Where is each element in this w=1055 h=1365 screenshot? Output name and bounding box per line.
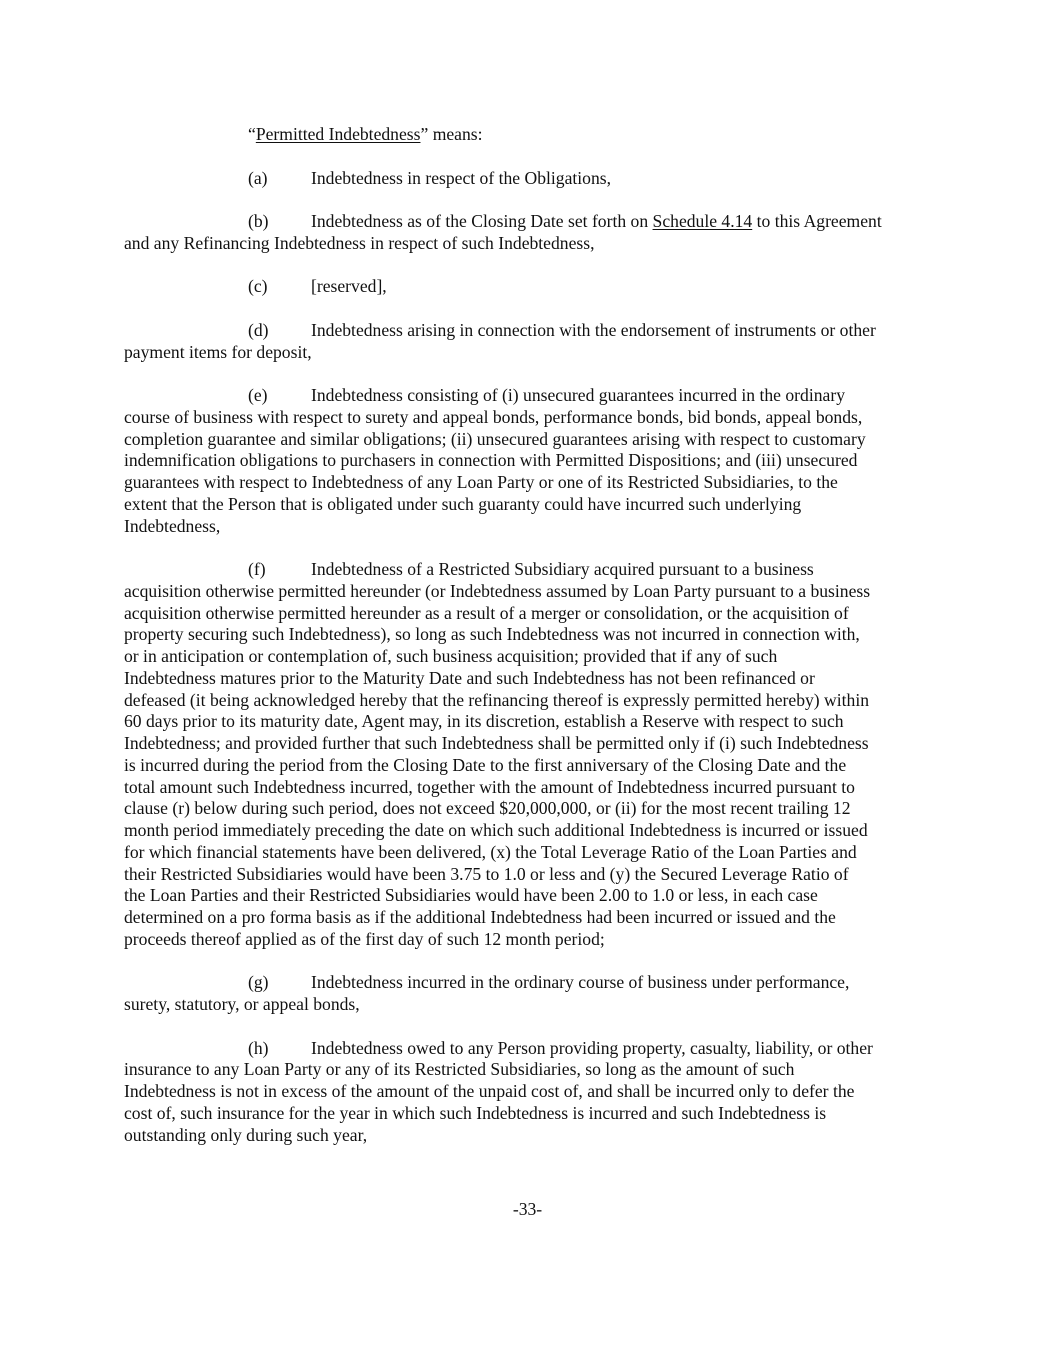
text-segment: Indebtedness is not in excess of the amount of the unpaid cost of, and shall be incurred only to defer the xyxy=(124,1081,855,1101)
clause-h xyxy=(124,1038,944,1147)
clause-line xyxy=(124,211,944,233)
clause-line xyxy=(124,1081,944,1103)
clause-label: (g) xyxy=(248,972,269,993)
text-segment: Indebtedness of a Restricted Subsidiary acquired pursuant to a business xyxy=(311,559,814,579)
clause-a xyxy=(124,168,944,190)
clause-g xyxy=(124,972,944,1016)
text-segment: is incurred during the period from the Closing Date to the first anniversary of the Closing Date and the xyxy=(124,754,847,775)
clause-line xyxy=(124,342,944,364)
paragraph-spacer xyxy=(124,298,944,320)
clause-b xyxy=(124,211,944,255)
text-segment: Indebtedness; and provided further that such Indebtedness shall be permitted only if (i) such Indebtedness xyxy=(124,733,869,753)
clause-line xyxy=(124,472,944,494)
text-segment: and any Refinancing Indebtedness in respect of such Indebtedness, xyxy=(124,232,595,253)
text-segment: property securing such Indebtedness), so long as such Indebtedness was not incurred in connection with, xyxy=(124,624,860,645)
clause-line xyxy=(124,755,944,777)
clause-line xyxy=(124,516,944,538)
clause-line xyxy=(124,1125,944,1147)
clause-line xyxy=(124,624,944,646)
text-segment: determined on a pro forma basis as if the additional Indebtedness had been incurred or issued and the xyxy=(124,907,836,927)
clause-label: (h) xyxy=(248,1037,269,1058)
clause-line xyxy=(124,646,944,668)
text-segment: Indebtedness matures prior to the Maturity Date and such Indebtedness has not been refinanced or xyxy=(124,667,815,688)
page-number: -33- xyxy=(512,1199,543,1219)
clause-line xyxy=(124,994,944,1016)
paragraph-spacer xyxy=(124,951,944,973)
clause-line xyxy=(124,320,944,342)
clause-line xyxy=(124,450,944,472)
clause-line xyxy=(124,1038,944,1060)
clause-label: (e) xyxy=(248,385,268,405)
clause-line xyxy=(124,581,944,603)
clause-line xyxy=(124,929,944,951)
text-segment: proceeds thereof applied as of the first day of such 12 month period; xyxy=(124,928,605,949)
text-segment: course of business with respect to surety and appeal bonds, performance bonds, bid bonds, appeal bonds, xyxy=(124,406,863,427)
clause-line xyxy=(124,668,944,690)
text-segment: Indebtedness consisting of (i) unsecured guarantees incurred in the ordinary xyxy=(311,385,845,405)
text-segment: Indebtedness in respect of the Obligations, xyxy=(311,167,611,188)
clause-line xyxy=(124,168,944,190)
clause-line xyxy=(124,407,944,429)
clause-line xyxy=(124,494,944,516)
text-segment: or in anticipation or contemplation of, such business acquisition; provided that if any of such xyxy=(124,646,778,666)
text-segment: [reserved], xyxy=(311,276,387,297)
clause-line xyxy=(124,864,944,886)
clause-f xyxy=(124,559,944,951)
clause-line xyxy=(124,276,944,298)
text-segment: month period immediately preceding the date on which such additional Indebtedness is incurred or issued xyxy=(124,820,868,840)
clause-label: (a) xyxy=(248,167,268,188)
paragraph-spacer xyxy=(124,537,944,559)
text-segment: Indebtedness, xyxy=(124,515,221,536)
document-body xyxy=(124,124,944,1146)
clause-line xyxy=(124,820,944,842)
defined-term: Permitted Indebtedness xyxy=(255,124,421,144)
paragraph-spacer xyxy=(124,1016,944,1038)
paragraph-spacer xyxy=(124,363,944,385)
text-segment: cost of, such insurance for the year in which such Indebtedness is incurred and such Indebtedness is xyxy=(124,1102,827,1123)
schedule-reference: Schedule 4.14 xyxy=(652,211,753,231)
text-segment: for which financial statements have been delivered, (x) the Total Leverage Ratio of the Loan Parties and xyxy=(124,841,857,862)
text-segment: clause (r) below during such period, does not exceed $20,000,000, or (ii) for the most recent trailing 12 xyxy=(124,798,851,819)
definition-suffix: ” means: xyxy=(420,124,483,144)
text-segment: extent that the Person that is obligated under such guaranty could have incurred such underlying xyxy=(124,493,802,514)
clause-line xyxy=(124,711,944,733)
clause-line xyxy=(124,972,944,994)
clause-line xyxy=(124,559,944,581)
clause-line xyxy=(124,798,944,820)
clause-label: (b) xyxy=(248,211,269,231)
clause-c xyxy=(124,276,944,298)
clause-list xyxy=(124,168,944,1147)
text-segment: completion guarantee and similar obligations; (ii) unsecured guarantees arising with respect to customary xyxy=(124,428,866,449)
text-segment: defeased (it being acknowledged hereby that the refinancing thereof is expressly permitted hereby) within xyxy=(124,689,870,710)
open-quote: “ xyxy=(248,124,256,144)
text-segment: the Loan Parties and their Restricted Subsidiaries would have been 2.00 to 1.0 or less, in each case xyxy=(124,885,818,906)
clause-line xyxy=(124,429,944,451)
text-segment: 60 days prior to its maturity date, Agent may, in its discretion, establish a Reserve with respect to such xyxy=(124,711,844,732)
clause-line xyxy=(124,690,944,712)
definition-heading xyxy=(124,124,944,146)
text-segment: outstanding only during such year, xyxy=(124,1124,368,1145)
text-segment: payment items for deposit, xyxy=(124,341,312,362)
clause-line xyxy=(124,907,944,929)
text-segment: insurance to any Loan Party or any of its Restricted Subsidiaries, so long as the amount of such xyxy=(124,1059,795,1080)
text-segment: indemnification obligations to purchasers in connection with Permitted Dispositions; and (iii) unsecured xyxy=(124,450,858,471)
clause-line xyxy=(124,1059,944,1081)
clause-line xyxy=(124,842,944,864)
text-segment: Indebtedness incurred in the ordinary course of business under performance, xyxy=(311,972,850,993)
clause-label: (c) xyxy=(248,276,268,297)
text-segment: Indebtedness arising in connection with the endorsement of instruments or other xyxy=(311,319,876,340)
text-segment: Indebtedness as of the Closing Date set forth on xyxy=(311,211,653,231)
clause-line xyxy=(124,733,944,755)
paragraph-spacer xyxy=(124,255,944,277)
text-segment: Indebtedness owed to any Person providing property, casualty, liability, or other xyxy=(311,1037,873,1058)
text-segment: surety, statutory, or appeal bonds, xyxy=(124,994,360,1014)
text-segment: total amount such Indebtedness incurred, together with the amount of Indebtedness incurred pursuant to xyxy=(124,776,855,797)
clause-line xyxy=(124,603,944,625)
clause-line xyxy=(124,385,944,407)
text-segment: acquisition otherwise permitted hereunder as a result of a merger or consolidation, or the acquisition of xyxy=(124,602,849,623)
clause-e xyxy=(124,385,944,537)
clause-line xyxy=(124,1103,944,1125)
clause-d xyxy=(124,320,944,364)
clause-line xyxy=(124,885,944,907)
text-segment: guarantees with respect to Indebtedness of any Loan Party or one of its Restricted Subsidiaries, to the xyxy=(124,472,838,492)
paragraph-spacer xyxy=(124,189,944,211)
text-segment: acquisition otherwise permitted hereunder (or Indebtedness assumed by Loan Party pursuant to a business xyxy=(124,580,871,601)
clause-label: (d) xyxy=(248,319,269,340)
clause-label: (f) xyxy=(248,559,266,579)
clause-line xyxy=(124,233,944,255)
text-segment: their Restricted Subsidiaries would have been 3.75 to 1.0 or less and (y) the Secured Leverage Ratio of xyxy=(124,863,849,884)
text-segment: to this Agreement xyxy=(752,211,882,231)
clause-line xyxy=(124,777,944,799)
